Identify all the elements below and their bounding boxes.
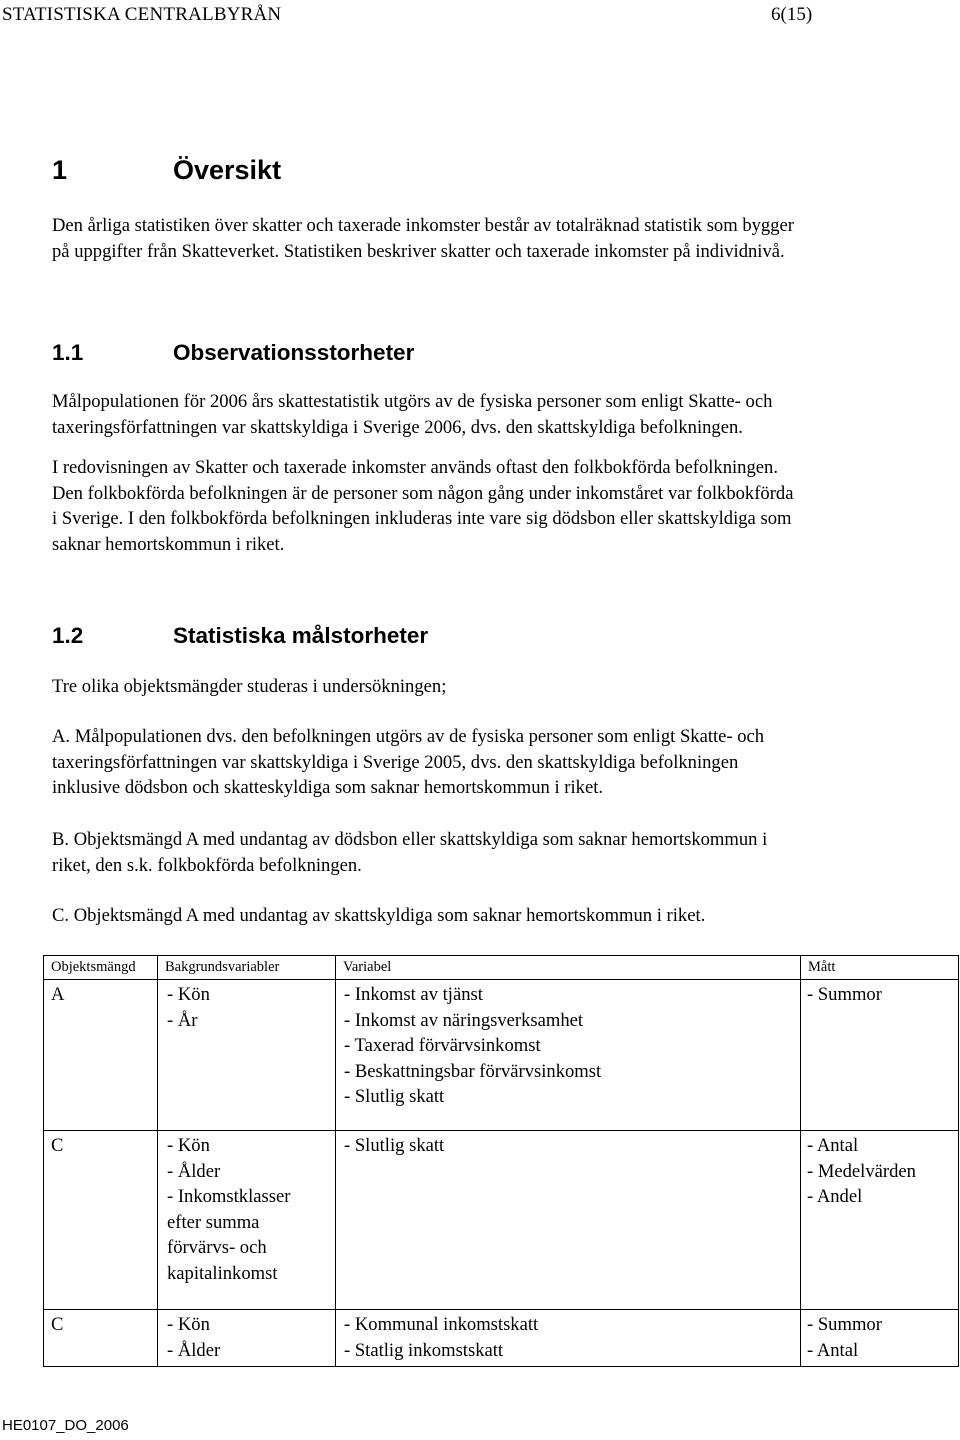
text-line: B. Objektsmängd A med undantag av dödsbon eller skattskyldiga som saknar hemortskommun i	[52, 829, 768, 850]
section-1-2-heading	[52, 623, 428, 649]
section-1-1-paragraph-2	[52, 455, 932, 557]
section-1-heading	[52, 155, 281, 186]
table-row	[44, 1310, 959, 1367]
text-line: riket, den s.k. folkbokförda befolkningen.	[52, 854, 362, 876]
text-line: inklusive dödsbon och skatteskyldiga som saknar hemortskommun i riket.	[52, 777, 604, 798]
list-item: - Beskattningsbar förvärvsinkomst	[344, 1060, 602, 1082]
list-item: - Kön	[167, 984, 210, 1005]
text-line: i Sverige. I den folkbokförda befolkningen inkluderas inte vare sig dödsbon eller skattskyldiga som	[52, 508, 792, 529]
object-set-a-description	[52, 724, 932, 801]
list-item: - Inkomstklasser	[167, 1186, 291, 1207]
header-page-number: 6(15)	[771, 4, 813, 25]
cell-variabel	[336, 1131, 801, 1310]
object-set-c-description	[52, 903, 932, 929]
header-org: STATISTISKA CENTRALBYRÅN	[2, 4, 282, 25]
list-item: - Antal	[807, 1135, 859, 1156]
cell-text: C	[51, 1135, 64, 1156]
list-item: - Ålder	[167, 1339, 221, 1361]
footer-document-id: HE0107_DO_2006	[2, 1417, 129, 1434]
list-item: - Medelvärden	[807, 1160, 916, 1182]
section-title: Observationsstorheter	[173, 340, 415, 365]
list-item: förvärvs- och	[167, 1237, 267, 1258]
text-line: Den folkbokförda befolkningen är de personer som någon gång under inkomståret var folkbokförda	[52, 482, 794, 504]
list-item: - Kön	[167, 1314, 210, 1335]
list-item: - Andel	[807, 1186, 863, 1207]
list-item: - Summor	[807, 1314, 882, 1335]
cell-bakgrundsvariabler	[158, 1310, 336, 1367]
cell-variabel	[336, 1310, 801, 1367]
list-item: - Inkomst av näringsverksamhet	[344, 1009, 584, 1031]
section-1-intro	[52, 213, 932, 264]
object-sets-table	[43, 955, 959, 1367]
object-set-b-description	[52, 827, 932, 878]
text-line: C. Objektsmängd A med undantag av skattskyldiga som saknar hemortskommun i riket.	[52, 905, 706, 926]
list-item: - Slutlig skatt	[344, 1135, 445, 1156]
text-line: taxeringsförfattningen var skattskyldiga i Sverige 2006, dvs. den skattskyldiga befolkningen.	[52, 416, 743, 438]
list-item: - Kön	[167, 1135, 210, 1156]
section-number: 1	[52, 155, 68, 185]
section-1-1-paragraph-1	[52, 389, 932, 440]
cell-matt	[801, 1310, 959, 1367]
column-header-matt: Mått	[801, 956, 959, 980]
cell-bakgrundsvariabler	[158, 1131, 336, 1310]
section-1-1-heading	[52, 340, 414, 366]
list-item: - Antal	[807, 1339, 859, 1361]
cell-text: A	[51, 984, 65, 1005]
section-number: 1.1	[52, 340, 84, 365]
column-header-variabel: Variabel	[336, 956, 801, 980]
table-header-row	[44, 956, 959, 980]
cell-matt	[801, 1131, 959, 1310]
cell-variabel	[336, 980, 801, 1131]
table-row	[44, 1131, 959, 1310]
section-title: Statistiska målstorheter	[173, 623, 429, 648]
list-item: kapitalinkomst	[167, 1262, 278, 1284]
text-line: saknar hemortskommun i riket.	[52, 533, 285, 555]
cell-objektsmangd	[44, 1310, 158, 1367]
list-item: - Taxerad förvärvsinkomst	[344, 1035, 541, 1056]
text-line: Tre olika objektsmängder studeras i undersökningen;	[52, 676, 447, 697]
text-line: Den årliga statistiken över skatter och taxerade inkomster består av totalräknad statistik som bygger	[52, 215, 794, 236]
text-line: Målpopulationen för 2006 års skattestatistik utgörs av de fysiska personer som enligt Skatte- och	[52, 391, 773, 412]
list-item: - År	[167, 1009, 198, 1031]
text-line: A. Målpopulationen dvs. den befolkningen utgörs av de fysiska personer som enligt Skatte- och	[52, 726, 765, 747]
list-item: efter summa	[167, 1211, 260, 1233]
list-item: - Statlig inkomstskatt	[344, 1339, 504, 1361]
section-title: Översikt	[173, 155, 282, 185]
table-row	[44, 980, 959, 1131]
list-item: - Slutlig skatt	[344, 1086, 445, 1107]
column-header-objektsmangd: Objektsmängd	[44, 956, 158, 980]
list-item: - Inkomst av tjänst	[344, 984, 483, 1005]
section-number: 1.2	[52, 623, 84, 648]
cell-objektsmangd	[44, 1131, 158, 1310]
cell-objektsmangd	[44, 980, 158, 1131]
text-line: taxeringsförfattningen var skattskyldiga i Sverige 2005, dvs. den skattskyldiga befolkningen	[52, 751, 739, 773]
column-header-bakgrundsvariabler: Bakgrundsvariabler	[158, 956, 336, 980]
cell-bakgrundsvariabler	[158, 980, 336, 1131]
cell-text: C	[51, 1314, 64, 1335]
cell-matt	[801, 980, 959, 1131]
list-item: - Ålder	[167, 1160, 221, 1182]
text-line: I redovisningen av Skatter och taxerade inkomster används oftast den folkbokförda befolkningen.	[52, 457, 778, 478]
section-1-2-lead	[52, 674, 932, 700]
text-line: på uppgifter från Skatteverket. Statistiken beskriver skatter och taxerade inkomster på individnivå.	[52, 240, 785, 262]
list-item: - Summor	[807, 984, 882, 1005]
list-item: - Kommunal inkomstskatt	[344, 1314, 539, 1335]
